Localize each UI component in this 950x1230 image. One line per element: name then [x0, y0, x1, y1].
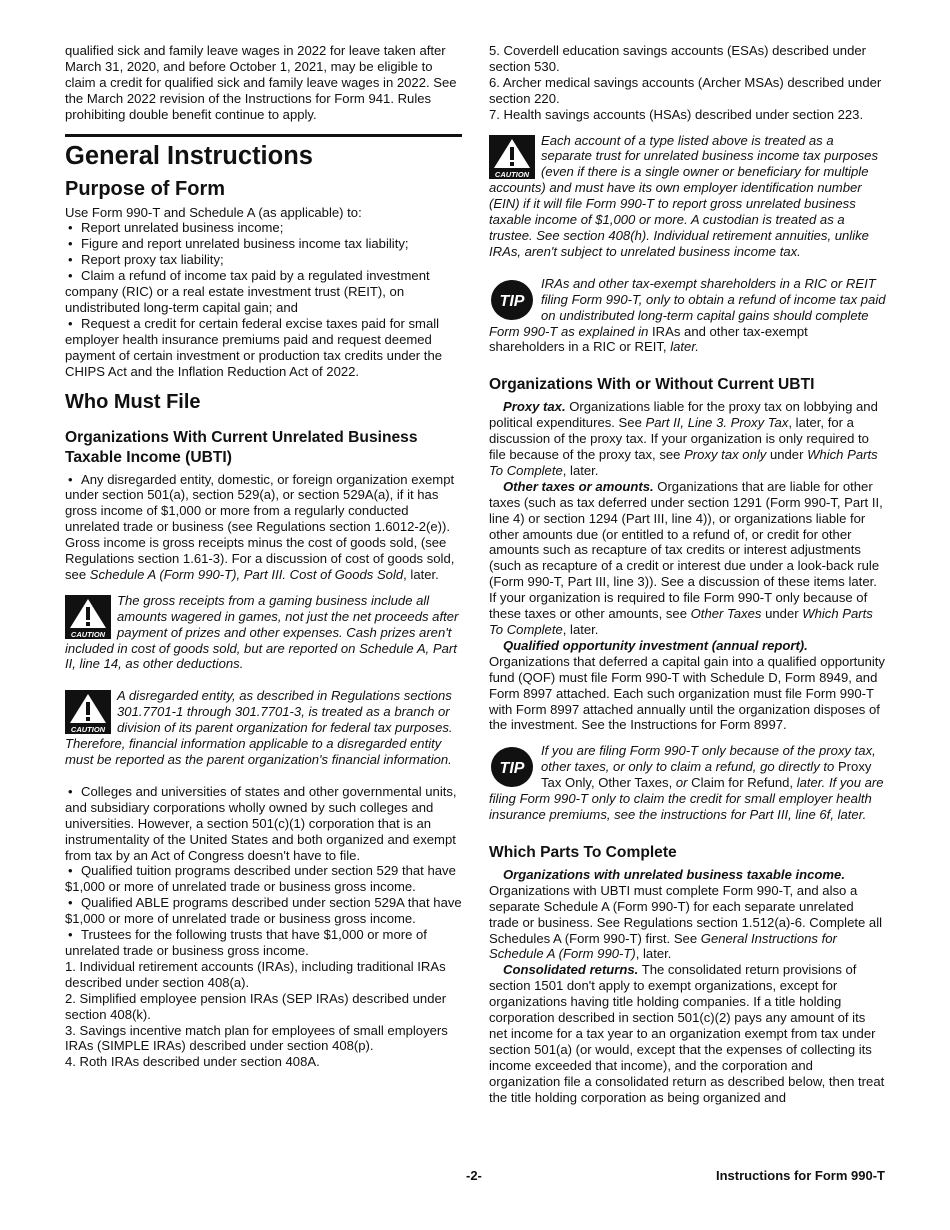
purpose-bullet: • Report unrelated business income;: [65, 220, 462, 236]
numbered-item: 7. Health savings accounts (HSAs) described under section 223.: [489, 106, 864, 122]
purpose-bullet: • Claim a refund of income tax paid by a regulated investment company (RIC) or a real estate investment trust (REIT), on undistributed long-term capital gain; and: [65, 268, 462, 316]
purpose-bullet: • Figure and report unrelated business income tax liability;: [65, 236, 462, 252]
trusts-list: [65, 784, 462, 1070]
filer-bullet: • Qualified tuition programs described under section 529 that have $1,000 or more of unrelated trade or business gross income.: [65, 863, 462, 895]
purpose-lead: Use Form 990-T and Schedule A (as applicable) to:: [65, 204, 362, 220]
qoi-paragraph: Qualified opportunity investment (annual report). Organizations that deferred a capital gain into a qualified opportunity fund (QOF) must file Form 990-T with Schedule D, Form 8949, and Form 8997 attached. Each such organization must file Form 990-T with Form 8997 attached annually until the organization disposes of the investment. See the Instructions for Form 8997.: [489, 637, 885, 733]
tip-icon: [489, 278, 535, 322]
numbered-item: 5. Coverdell education savings accounts (ESAs) described under section 530.: [489, 43, 867, 74]
caution-note: CAUTION The gross receipts from a gaming business include all amounts wagered in games, not just the net proceeds after payment of prizes and other expenses. Cash prizes aren't included in cost of goods sold, but are reported on Schedule A, Part II, line 14, as other deductions.: [65, 592, 459, 672]
consolidated-returns-paragraph: Consolidated returns. The consolidated return provisions of section 1501 don't apply to exempt organizations, except for organizations having title holding companies. If a title holding corporation described in section 501(c)(2) pays any amount of its net income for a tax year to an organization exempt from tax under section 501(a) (or would, except that the expenses of collecting its income exceeded that income), and the corporation and organization file a consolidated return as described below, then treat the title holding corporation as being organized and: [489, 962, 885, 1105]
purpose-bullet: • Request a credit for certain federal excise taxes paid for small employer health insurance premiums paid and request deemed payment of certain investment or production tax credits under the CHIPS Act and the Inflation Reduction Act of 2022.: [65, 316, 462, 380]
numbered-item: 2. Simplified employee pension IRAs (SEP IRAs) described under section 408(k).: [65, 990, 447, 1022]
section-divider: [65, 134, 462, 137]
filer-bullet: • Colleges and universities of states and other governmental units, and subsidiary corporations wholly owned by such colleges and universities. However, a section 501(c)(1) corporation that is an instrumentality of the United States and both organized and exempt from tax by an Act of Congress doesn't have to file.: [65, 784, 462, 864]
tip-icon: [489, 745, 535, 789]
tip-note: TIP If you are filing Form 990-T only because of the proxy tax, other taxes, or only to claim a refund, go directly to Proxy Tax Only, Other Taxes, or Claim for Refund, later. If you are filing Form 990-T only to claim the credit for small employer health insurance premiums, see the instructions for Part III, line 6f, later.: [489, 743, 884, 822]
other-taxes-paragraph: Other taxes or amounts. Organizations that are liable for other taxes (such as tax deferred under section 1291 (Form 990-T, Part II, line 4) or section 1294 (Part III, line 4)), or organizations liable for other amounts due (or entitled to a refund of, or credit for other amounts such as recapture of tax credits or interest adjustments (such as recapture of a credit or interest due under a look-back rule (Form 990-T, Part III, line 3)). See a discussion of these items later. If your organization is required to file Form 990-T only because of these taxes or other amounts, see Other Taxes under Which Parts To Complete, later.: [489, 478, 883, 637]
tip-label: TIP: [499, 760, 525, 778]
right-column: [489, 43, 886, 1105]
page-title: General Instructions: [65, 141, 313, 170]
numbered-item: 1. Individual retirement accounts (IRAs), including traditional IRAs described under section 408(a).: [65, 958, 446, 990]
purpose-heading: Purpose of Form: [65, 177, 226, 200]
ubti-bullet: • Any disregarded entity, domestic, or foreign organization exempt under section 501(a), section 529(a), or section 529A(a), if it has gross income of $1,000 or more from a regularly conducted unrelated trade or business (see Regulations section 1.6012-2(e)). Gross income is gross receipts minus the cost of goods sold, (see Regulations section 1.61-3). For a discussion of cost of goods sold, see Schedule A (Form 990-T), Part III. Cost of Goods Sold, later.: [65, 472, 462, 583]
page-footer: [65, 1168, 885, 1186]
filer-bullet: • Qualified ABLE programs described under section 529A that have $1,000 or more of unrelated trade or business gross income.: [65, 895, 462, 927]
ubti-orgs-paragraph: Organizations with unrelated business taxable income. Organizations with UBTI must complete Form 990-T, and also a separate Schedule A (Form 990-T) for each separate unrelated trade or business. See Regulations section 1.512(a)-6. Complete all Schedules A (Form 990-T) first. See General Instructions for Schedule A (Form 990-T), later.: [489, 866, 883, 962]
tip-note: TIP IRAs and other tax-exempt shareholders in a RIC or REIT filing Form 990-T, only to obtain a refund of income tax paid on undistributed long-term capital gains should complete Form 990-T as explained in IRAs and other tax-exempt shareholders in a RIC or REIT, later.: [489, 275, 886, 355]
caution-icon: [489, 135, 535, 179]
numbered-item: 4. Roth IRAs described under section 408A.: [65, 1054, 320, 1070]
caution-label: CAUTION: [494, 169, 530, 179]
filer-bullet: • Trustees for the following trusts that have $1,000 or more of unrelated trade or business gross income.: [65, 927, 462, 959]
purpose-bullet: • Report proxy tax liability;: [65, 252, 462, 268]
intro-paragraph: qualified sick and family leave wages in 2022 for leave taken after March 31, 2020, and before October 1, 2021, may be eligible to claim a credit for qualified sick and family leave wages in 2022. See the March 2022 revision of the Instructions for Form 941. Rules prohibiting double benefit continue to apply.: [65, 43, 457, 122]
numbered-item: 3. Savings incentive match plan for employees of small employers IRAs (SIMPLE IRAs) described under section 408(p).: [65, 1022, 448, 1054]
caution-note: CAUTION Each account of a type listed above is treated as a separate trust for unrelated business income tax purposes (even if there is a single owner or beneficiary for multiple accounts) and must have its own employer identification number (EIN) if it will file Form 990-T to report gross unrelated business taxable income of $1,000 or more. A custodian is treated as a trustee. See section 408(h). Individual retirement annuities, unlike IRAs, aren't subject to unrelated business income tax.: [489, 132, 878, 259]
ubti-heading: Organizations With Current Unrelated Business Taxable Income (UBTI): [65, 428, 418, 466]
caution-icon: [65, 690, 111, 734]
page-number: -2-: [466, 1168, 482, 1183]
footer-form-title: Instructions for Form 990-T: [715, 1168, 885, 1183]
caution-note: CAUTION A disregarded entity, as described in Regulations sections 301.7701-1 through 301.7701-3, is treated as a branch or division of its parent organization for federal tax purposes. Therefore, financial information applicable to a disregarded entity must be reported as the parent organization's financial information.: [65, 688, 453, 767]
proxy-tax-paragraph: Proxy tax. Organizations liable for the proxy tax on lobbying and political expenditures. See Part II, Line 3. Proxy Tax, later, for a discussion of the proxy tax. If your organization is only required to file because of the proxy tax, see Proxy tax only under Which Parts To Complete, later.: [489, 399, 878, 478]
caution-label: CAUTION: [70, 629, 106, 639]
numbered-item: 6. Archer medical savings accounts (Archer MSAs) described under section 220.: [489, 74, 882, 106]
who-must-file-heading: Who Must File: [65, 390, 201, 413]
caution-label: CAUTION: [70, 725, 106, 735]
which-parts-heading: Which Parts To Complete: [489, 843, 677, 861]
caution-icon: [65, 595, 111, 639]
tip-label: TIP: [499, 292, 525, 310]
left-column: [65, 43, 462, 1070]
with-without-ubti-heading: Organizations With or Without Current UBTI: [489, 376, 815, 394]
